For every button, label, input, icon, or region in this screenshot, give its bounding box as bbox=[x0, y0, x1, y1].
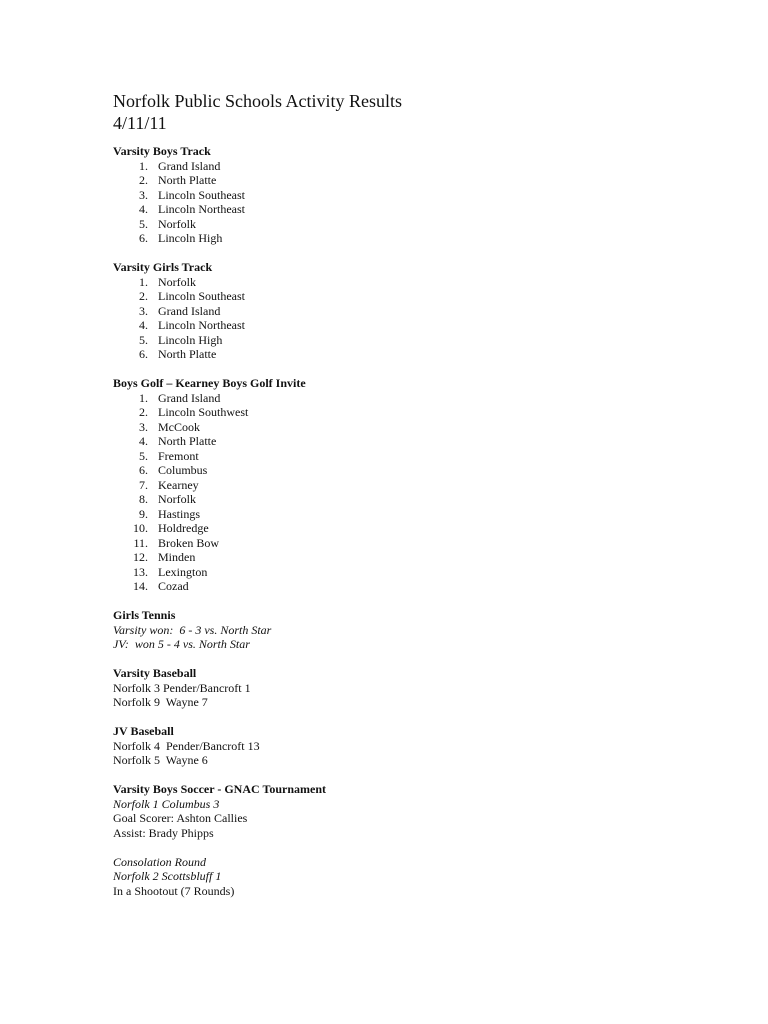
results-sections bbox=[113, 144, 733, 898]
rank-number: 1. bbox=[139, 390, 148, 405]
rank-number: 12. bbox=[133, 550, 148, 564]
rank-number: 7. bbox=[139, 477, 148, 492]
section-heading: Varsity Boys Track bbox=[113, 144, 211, 158]
team-name: Lexington bbox=[158, 564, 208, 579]
section-heading: Boys Golf – Kearney Boys Golf Invite bbox=[113, 376, 306, 390]
team-name: Lincoln Northeast bbox=[158, 318, 245, 332]
team-name: North Platte bbox=[158, 434, 217, 448]
section-heading: Girls Tennis bbox=[113, 608, 176, 622]
ranking-list bbox=[113, 275, 733, 362]
rank-number: 5. bbox=[139, 216, 148, 231]
document-page bbox=[113, 90, 733, 913]
result-section bbox=[113, 608, 733, 652]
team-name: Norfolk bbox=[158, 216, 196, 231]
list-item bbox=[113, 318, 733, 333]
result-section bbox=[113, 782, 733, 898]
list-item bbox=[113, 463, 733, 478]
rank-number: 2. bbox=[139, 289, 148, 303]
result-line: Norfolk 2 Scottsbluff 1 bbox=[113, 869, 222, 883]
result-line: Norfolk 4 Pender/Bancroft 13 bbox=[113, 738, 260, 753]
rank-number: 5. bbox=[139, 332, 148, 347]
result-section bbox=[113, 144, 733, 246]
rank-number: 9. bbox=[139, 506, 148, 521]
team-name: North Platte bbox=[158, 347, 217, 361]
list-item bbox=[113, 304, 733, 319]
result-line: In a Shootout (7 Rounds) bbox=[113, 883, 235, 898]
list-item bbox=[113, 550, 733, 565]
team-name: Lincoln Southwest bbox=[158, 405, 249, 419]
document-title: Norfolk Public Schools Activity Results bbox=[113, 91, 403, 111]
result-section bbox=[113, 724, 733, 768]
section-heading: JV Baseball bbox=[113, 724, 174, 738]
team-name: Lincoln Southeast bbox=[158, 187, 245, 202]
rank-number: 13. bbox=[133, 564, 148, 579]
result-section bbox=[113, 376, 733, 594]
team-name: Grand Island bbox=[158, 303, 221, 318]
list-item bbox=[113, 333, 733, 348]
rank-number: 3. bbox=[139, 187, 148, 202]
result-line: Varsity won: 6 - 3 vs. North Star bbox=[113, 622, 272, 637]
rank-number: 10. bbox=[133, 521, 148, 535]
rank-number: 1. bbox=[139, 158, 148, 173]
team-name: Fremont bbox=[158, 448, 199, 463]
rank-number: 4. bbox=[139, 318, 148, 332]
team-name: Lincoln High bbox=[158, 231, 223, 245]
rank-number: 2. bbox=[139, 173, 148, 187]
team-name: Grand Island bbox=[158, 158, 221, 173]
rank-number: 5. bbox=[139, 448, 148, 463]
rank-number: 4. bbox=[139, 202, 148, 216]
list-item bbox=[113, 478, 733, 493]
list-item bbox=[113, 159, 733, 174]
list-item bbox=[113, 173, 733, 188]
rank-number: 14. bbox=[133, 579, 148, 593]
rank-number: 2. bbox=[139, 405, 148, 419]
team-name: Cozad bbox=[158, 579, 189, 593]
list-item bbox=[113, 347, 733, 362]
rank-number: 6. bbox=[139, 463, 148, 477]
rank-number: 6. bbox=[139, 347, 148, 361]
ranking-list bbox=[113, 391, 733, 594]
team-name: Lincoln Southeast bbox=[158, 289, 245, 303]
list-item bbox=[113, 231, 733, 246]
section-heading: Varsity Boys Soccer - GNAC Tournament bbox=[113, 782, 327, 796]
section-heading: Varsity Girls Track bbox=[113, 260, 213, 274]
list-item bbox=[113, 492, 733, 507]
rank-number: 3. bbox=[139, 419, 148, 434]
rank-number: 3. bbox=[139, 303, 148, 318]
rank-number: 4. bbox=[139, 434, 148, 448]
ranking-list bbox=[113, 159, 733, 246]
rank-number: 1. bbox=[139, 274, 148, 289]
list-item bbox=[113, 507, 733, 522]
result-section bbox=[113, 260, 733, 362]
result-section bbox=[113, 666, 733, 710]
rank-number: 8. bbox=[139, 492, 148, 506]
list-item bbox=[113, 289, 733, 304]
result-line: Assist: Brady Phipps bbox=[113, 825, 214, 840]
result-line: Norfolk 3 Pender/Bancroft 1 bbox=[113, 680, 251, 695]
list-item bbox=[113, 521, 733, 536]
team-name: Norfolk bbox=[158, 492, 196, 506]
team-name: McCook bbox=[158, 419, 200, 434]
list-item bbox=[113, 434, 733, 449]
list-item bbox=[113, 217, 733, 232]
list-item bbox=[113, 275, 733, 290]
list-item bbox=[113, 449, 733, 464]
list-item bbox=[113, 391, 733, 406]
result-line: JV: won 5 - 4 vs. North Star bbox=[113, 637, 250, 651]
result-line: Norfolk 9 Wayne 7 bbox=[113, 695, 208, 709]
team-name: North Platte bbox=[158, 173, 217, 187]
team-name: Lincoln High bbox=[158, 332, 223, 347]
list-item bbox=[113, 188, 733, 203]
list-item bbox=[113, 202, 733, 217]
blank-line bbox=[113, 840, 733, 855]
result-line: Goal Scorer: Ashton Callies bbox=[113, 811, 248, 825]
team-name: Grand Island bbox=[158, 390, 221, 405]
result-line: Consolation Round bbox=[113, 854, 207, 869]
team-name: Kearney bbox=[158, 477, 199, 492]
list-item bbox=[113, 565, 733, 580]
result-line: Norfolk 5 Wayne 6 bbox=[113, 753, 208, 767]
list-item bbox=[113, 405, 733, 420]
list-item bbox=[113, 579, 733, 594]
team-name: Minden bbox=[158, 550, 196, 564]
list-item bbox=[113, 420, 733, 435]
team-name: Columbus bbox=[158, 463, 208, 477]
rank-number: 6. bbox=[139, 231, 148, 245]
team-name: Lincoln Northeast bbox=[158, 202, 245, 216]
section-heading: Varsity Baseball bbox=[113, 666, 197, 680]
team-name: Hastings bbox=[158, 506, 200, 521]
rank-number: 11. bbox=[133, 535, 148, 550]
team-name: Norfolk bbox=[158, 274, 196, 289]
result-line: Norfolk 1 Columbus 3 bbox=[113, 796, 220, 811]
document-date: 4/11/11 bbox=[113, 113, 167, 133]
list-item bbox=[113, 536, 733, 551]
team-name: Holdredge bbox=[158, 521, 209, 535]
team-name: Broken Bow bbox=[158, 535, 219, 550]
